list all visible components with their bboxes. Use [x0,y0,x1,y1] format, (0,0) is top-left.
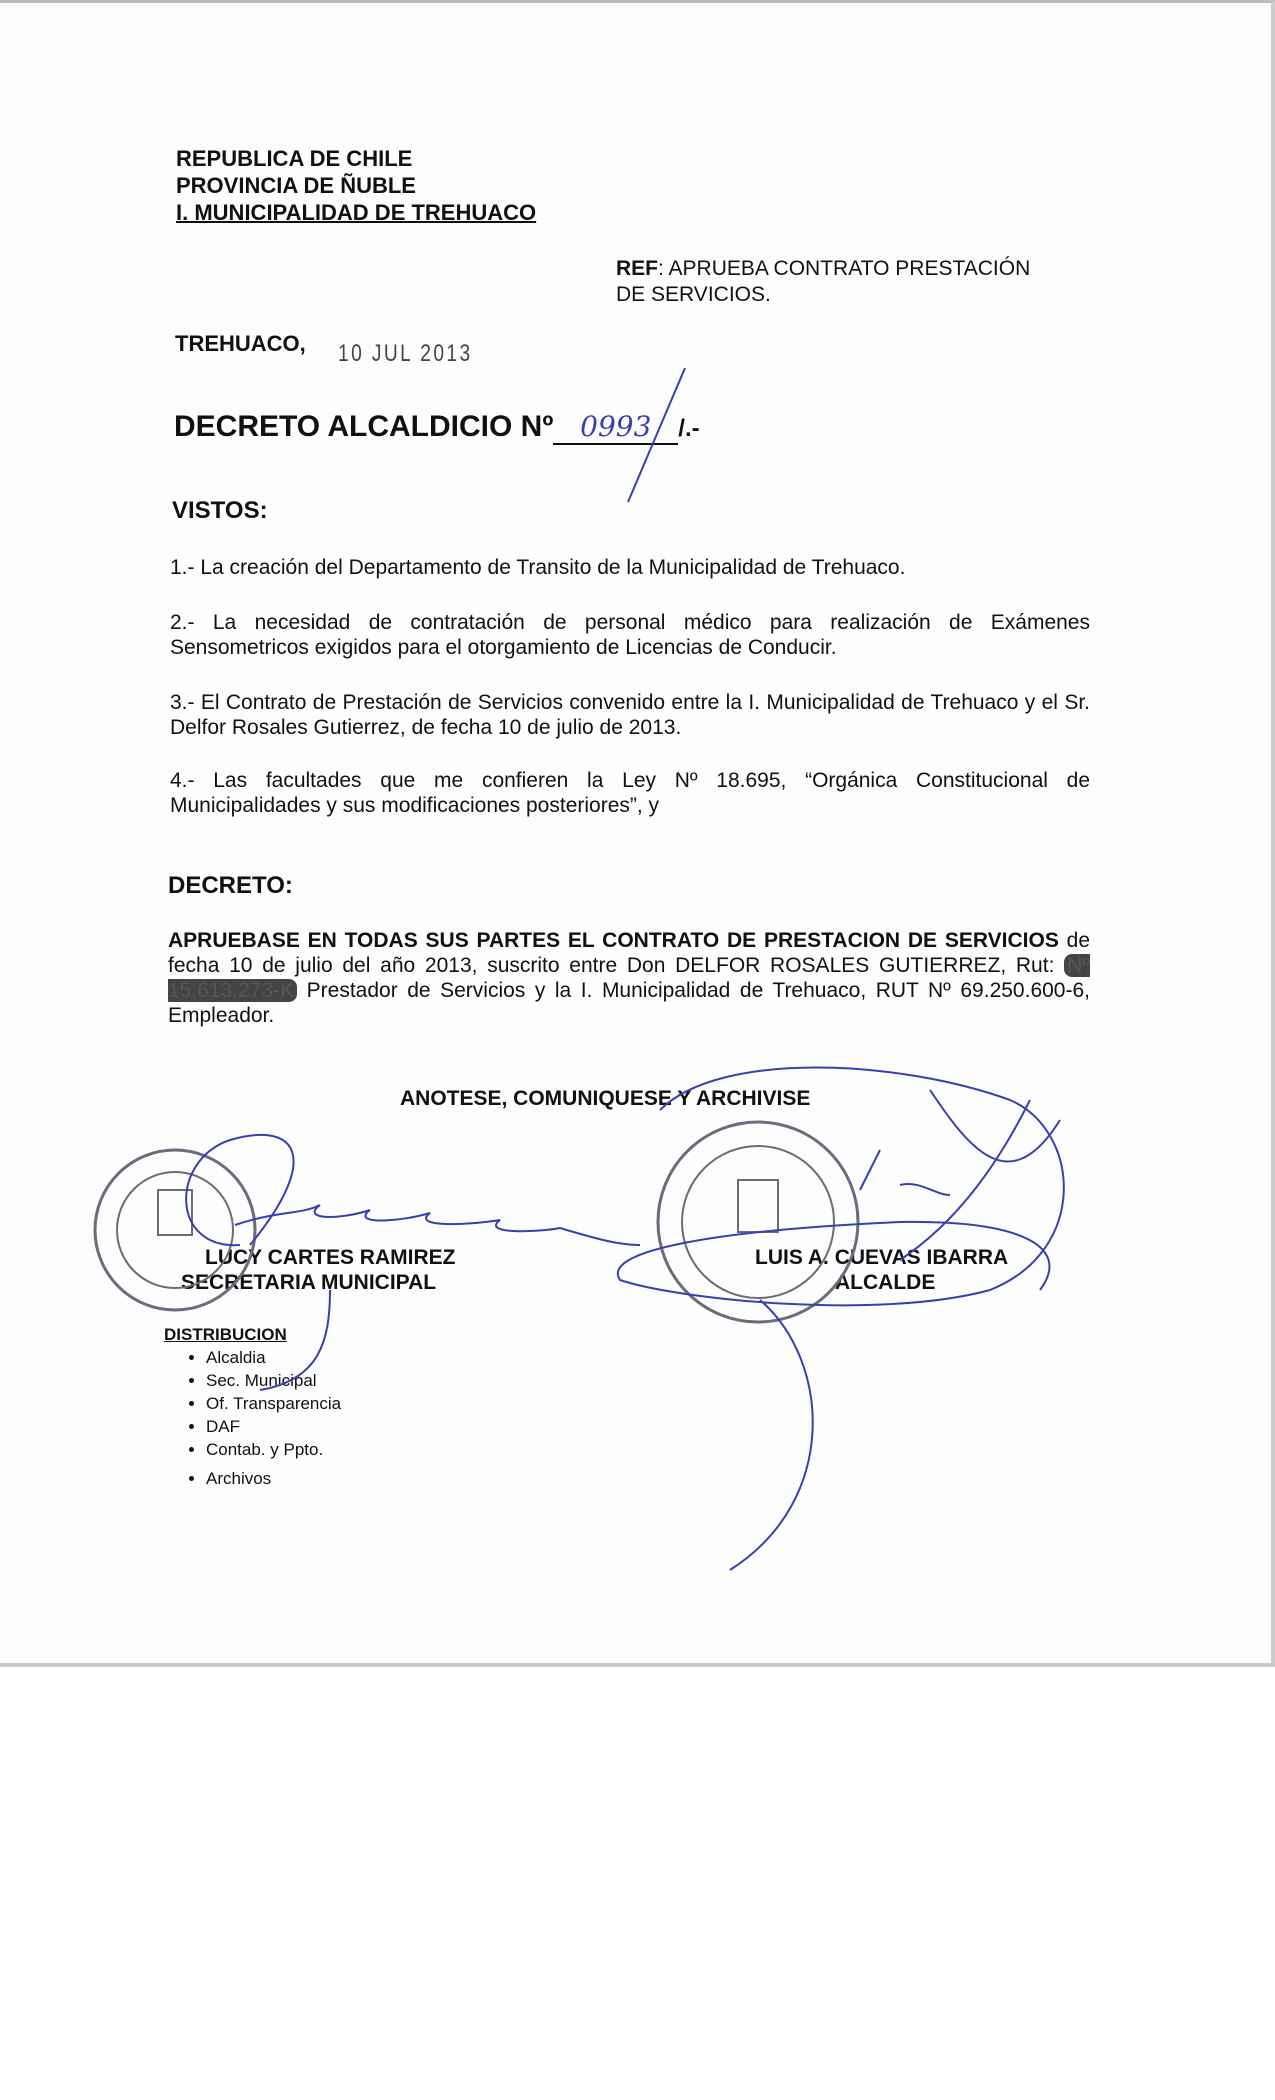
decree-title-text: DECRETO ALCALDICIO Nº [174,410,554,443]
list-item: • Archivos [206,1469,341,1492]
vistos-item: 1.- La creación del Departamento de Transito de la Municipalidad de Trehuaco. [170,556,906,579]
vistos-item: 4.- Las facultades que me confieren la Ley Nº 18.695, “Orgánica Constitucional de Municipalidades y sus modificaciones posteriores”, y [170,769,1090,817]
ref-line1 [616,257,1030,281]
ref-line2: DE SERVICIOS. [616,283,771,306]
signatory-role: ALCALDE [835,1271,936,1294]
page-edge [0,1663,1275,1667]
decreto-text-b: Prestador de Servicios y la I. Municipalidad de Trehuaco, RUT Nº 69.250.600-6, Empleador. [168,979,1090,1027]
vistos-item: 3.- El Contrato de Prestación de Servicios convenido entre la I. Municipalidad de Trehuaco y el Sr. Delfor Rosales Gutierrez, de fecha 10 de julio de 2013. [170,691,1090,739]
list-item: • Sec. Municipal [206,1371,341,1394]
decreto-heading: DECRETO: [168,872,293,899]
header-province: PROVINCIA DE ÑUBLE [176,173,416,198]
list-item: • Alcaldia [206,1348,341,1371]
list-item: • Of. Transparencia [206,1394,341,1417]
decreto-body [168,928,1090,1028]
vistos-heading: VISTOS: [172,497,268,524]
signatory-name: LUIS A. CUEVAS IBARRA [755,1246,1009,1269]
distribution-list [172,1348,341,1492]
decree-suffix: /.- [678,415,700,442]
ref-text: : APRUEBA CONTRATO PRESTACIÓN [658,257,1031,280]
decreto-text-a: de fecha 10 de julio del año 2013, suscrito entre Don DELFOR ROSALES GUTIERREZ, Rut: [168,929,1090,977]
place: TREHUACO, [175,331,306,356]
closing: ANOTESE, COMUNIQUESE Y ARCHIVISE [400,1087,811,1110]
decree-title [174,410,700,445]
header-country: REPUBLICA DE CHILE [176,146,413,171]
date-stamp: 10 JUL 2013 [338,340,473,367]
decreto-bold: APRUEBASE EN TODAS SUS PARTES EL CONTRATO DE PRESTACION DE SERVICIOS [168,929,1059,952]
distribution-heading: DISTRIBUCION [164,1325,287,1344]
header-municipality: I. MUNICIPALIDAD DE TREHUACO [176,200,537,225]
redacted-rut: Nº 15.613.273-K [168,954,1090,1002]
signatory-role: SECRETARIA MUNICIPAL [181,1271,437,1294]
list-item: • DAF [206,1417,341,1440]
list-item: • Contab. y Ppto. [206,1440,341,1469]
signatory-name: LUCY CARTES RAMIREZ [205,1246,456,1269]
vistos-item: 2.- La necesidad de contratación de personal médico para realización de Exámenes Sensometricos exigidos para el otorgamiento de Licencias de Conducir. [170,611,1090,659]
decree-number: 0993 [553,410,678,445]
ref-label: REF [616,257,658,280]
